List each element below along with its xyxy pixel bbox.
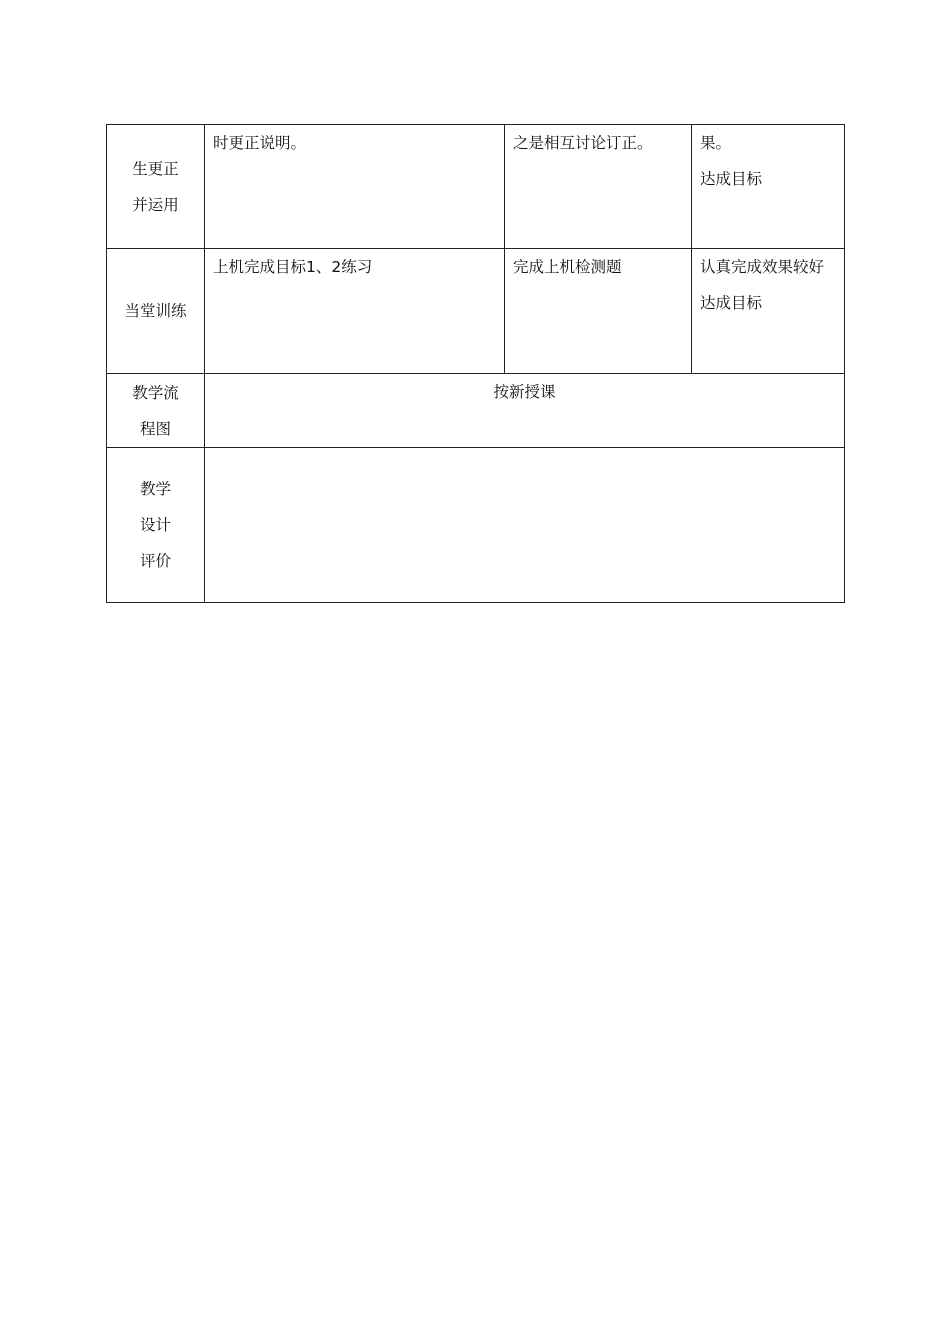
evaluation-label-line: 教学 <box>139 480 171 498</box>
student-activity-text: 之是相互讨论订正。 <box>513 134 653 152</box>
table-row <box>107 448 845 603</box>
effect-text: 果。 <box>700 134 732 152</box>
student-activity-text: 完成上机检测题 <box>513 258 622 276</box>
evaluation-label-line: 设计 <box>139 516 171 534</box>
evaluation-label-cell <box>107 448 205 603</box>
teacher-activity-cell <box>205 249 505 374</box>
student-activity-cell <box>505 125 692 249</box>
flowchart-label-line: 程图 <box>139 419 171 438</box>
row-label-cell <box>107 125 205 249</box>
row-label-line: 当堂训练 <box>124 302 187 320</box>
lesson-plan-table <box>106 124 845 603</box>
effect-text: 达成目标 <box>700 294 763 312</box>
evaluation-content-cell <box>205 448 845 603</box>
table-row <box>107 249 845 374</box>
row-label-line: 生更正 <box>132 159 179 178</box>
effect-text: 达成目标 <box>700 170 763 188</box>
evaluation-label-line: 评价 <box>139 552 171 570</box>
row-label-line: 并运用 <box>132 195 179 214</box>
student-activity-cell <box>505 249 692 374</box>
effect-cell <box>692 125 845 249</box>
teacher-activity-text: 时更正说明。 <box>213 134 307 152</box>
flowchart-content-text: 按新授课 <box>493 383 556 401</box>
teacher-activity-cell <box>205 125 505 249</box>
row-label-cell <box>107 249 205 374</box>
table-row <box>107 125 845 249</box>
effect-cell <box>692 249 845 374</box>
teacher-activity-text: 上机完成目标1、2练习 <box>213 258 373 276</box>
flowchart-label-cell <box>107 374 205 448</box>
flowchart-label-line: 教学流 <box>132 383 179 402</box>
table-row <box>107 374 845 448</box>
effect-text: 认真完成效果较好 <box>700 258 825 276</box>
flowchart-content-cell <box>205 374 845 448</box>
